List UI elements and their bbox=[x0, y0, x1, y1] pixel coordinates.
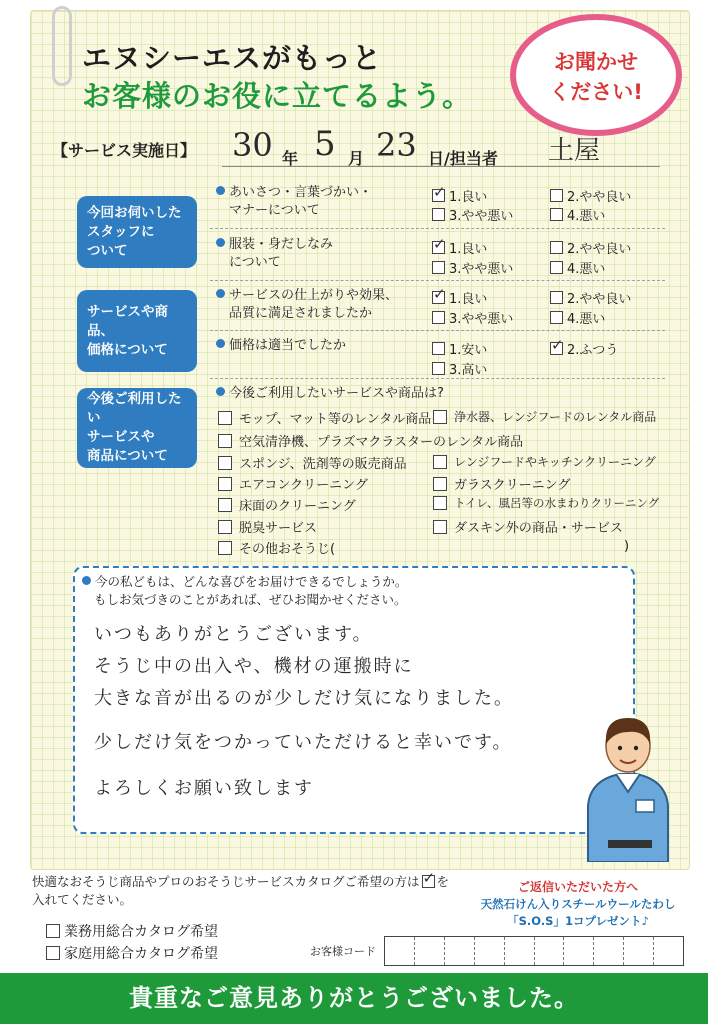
staff-mascot-icon bbox=[580, 710, 676, 862]
q1-option-2[interactable]: 2.やや良い bbox=[550, 186, 631, 205]
q3-option-2[interactable]: 2.やや良い bbox=[550, 288, 631, 307]
checkbox[interactable] bbox=[218, 498, 232, 512]
checkbox-checked[interactable] bbox=[550, 342, 563, 355]
bullet-icon bbox=[216, 289, 225, 298]
comment-line: 少しだけ気をつかっていただけると幸いです。 bbox=[94, 732, 513, 753]
bubble-line2: ください! bbox=[549, 80, 643, 104]
q3-option-3[interactable]: 3.やや悪い bbox=[432, 308, 513, 327]
checkbox[interactable] bbox=[433, 410, 447, 424]
check-mark-icon bbox=[422, 875, 435, 888]
date-month[interactable]: 5 bbox=[314, 124, 336, 164]
future-item-sponge[interactable]: スポンジ、洗剤等の販売商品 bbox=[218, 453, 407, 472]
future-item-air-purifier[interactable]: 空気清浄機、プラズマクラスターのレンタル商品 bbox=[218, 431, 523, 450]
checkbox[interactable] bbox=[550, 208, 563, 221]
tab-staff-line1: 今回お伺いした bbox=[87, 204, 182, 221]
code-cell[interactable] bbox=[564, 937, 594, 965]
future-item-water-rental[interactable]: 浄水器、レンジフードのレンタル商品 bbox=[433, 408, 656, 425]
question-greeting: あいさつ・言葉づかい・ マナーについて bbox=[216, 184, 372, 220]
checkbox[interactable] bbox=[550, 311, 563, 324]
divider bbox=[210, 280, 665, 281]
checkbox[interactable] bbox=[550, 291, 563, 304]
staff-name[interactable]: 土屋 bbox=[548, 136, 601, 166]
future-item-other-cleaning[interactable]: その他おそうじ( bbox=[218, 538, 335, 557]
code-cell[interactable] bbox=[475, 937, 505, 965]
code-cell[interactable] bbox=[624, 937, 654, 965]
paperclip-icon bbox=[52, 6, 72, 86]
footer-thanks: 貴重なご意見ありがとうございました。 bbox=[0, 973, 708, 1024]
future-item-other-products[interactable]: ダスキン外の商品・サービス bbox=[433, 517, 623, 536]
bullet-icon bbox=[216, 339, 225, 348]
checkbox[interactable] bbox=[433, 520, 447, 534]
comment-line: 大きな音が出るのが少しだけ気になりました。 bbox=[94, 688, 514, 709]
future-item-bathroom[interactable]: トイレ、風呂等の水まわりクリーニング bbox=[433, 495, 659, 511]
date-underline bbox=[222, 166, 660, 167]
q3-option-1[interactable]: ✓ 1.良い bbox=[432, 288, 487, 307]
q1-option-1[interactable]: ✓ 1.良い bbox=[432, 186, 487, 205]
catalog-note-line1: 快適なおそうじ商品やプロのおそうじサービスカタログご希望の方は✓ を bbox=[32, 872, 449, 890]
checkbox[interactable] bbox=[432, 362, 445, 375]
checkbox[interactable] bbox=[46, 946, 60, 960]
gift-line2: 天然石けん入りスチールウールたわし bbox=[480, 897, 676, 911]
year-suffix: 年 bbox=[282, 149, 299, 168]
tab-future-line3: 商品について bbox=[87, 448, 168, 464]
customer-code-field[interactable] bbox=[384, 936, 684, 966]
bullet-icon bbox=[216, 238, 225, 247]
comment-prompt-line2: もしお気づきのことがあれば、ぜひお聞かせください。 bbox=[94, 592, 407, 607]
date-year[interactable]: 30 bbox=[232, 126, 273, 164]
headline-line1: エヌシーエスがもっと bbox=[82, 41, 383, 75]
checkbox[interactable] bbox=[46, 924, 60, 938]
month-suffix: 月 bbox=[348, 149, 365, 168]
speech-bubble bbox=[510, 14, 682, 136]
checkbox[interactable] bbox=[432, 342, 445, 355]
checkbox[interactable] bbox=[432, 208, 445, 221]
question-future-services: 今後ご利用したいサービスや商品は? bbox=[216, 382, 444, 401]
future-item-aircon[interactable]: エアコンクリーニング bbox=[218, 474, 368, 493]
checkbox[interactable] bbox=[218, 520, 232, 534]
bullet-icon bbox=[216, 186, 225, 195]
bullet-icon bbox=[82, 576, 91, 585]
future-item-deodorize[interactable]: 脱臭サービス bbox=[218, 517, 317, 536]
checkbox[interactable] bbox=[433, 477, 447, 491]
comment-line: よろしくお願い致します bbox=[94, 778, 314, 799]
date-day[interactable]: 23 bbox=[376, 126, 417, 164]
headline-line2: お客様のお役に立てるよう。 bbox=[82, 79, 473, 113]
q4-option-1[interactable]: 1.安い bbox=[432, 339, 487, 358]
q2-option-4[interactable]: 4.悪い bbox=[550, 258, 605, 277]
tab-staff-line3: ついて bbox=[87, 242, 128, 259]
comment-line: そうじ中の出入や、機材の運搬時に bbox=[94, 656, 414, 677]
checkbox[interactable] bbox=[432, 311, 445, 324]
checkbox[interactable] bbox=[550, 261, 563, 274]
checkbox[interactable] bbox=[218, 541, 232, 555]
future-item-kitchen[interactable]: レンジフードやキッチンクリーニング bbox=[433, 453, 656, 470]
checkbox-checked[interactable] bbox=[432, 291, 445, 304]
question-appearance: 服装・身だしなみ について bbox=[216, 236, 333, 272]
future-item-floor[interactable]: 床面のクリーニング bbox=[218, 495, 356, 514]
tab-service-price bbox=[77, 290, 197, 372]
checkbox[interactable] bbox=[433, 496, 447, 510]
bullet-icon bbox=[216, 387, 225, 396]
catalog-home-option[interactable]: 家庭用総合カタログ希望 bbox=[46, 943, 218, 963]
code-cell[interactable] bbox=[535, 937, 565, 965]
catalog-note-line2: 入れてください。 bbox=[32, 892, 133, 907]
code-cell[interactable] bbox=[505, 937, 535, 965]
tab-future-line1: 今後ご利用したい bbox=[87, 391, 182, 426]
day-staff-label: 日/担当者 bbox=[428, 149, 498, 168]
comment-line: いつもありがとうございます。 bbox=[94, 624, 373, 645]
question-price: 価格は適当でしたか bbox=[216, 337, 346, 355]
question-quality: サービスの仕上がりや効果、 品質に満足されましたか bbox=[216, 287, 398, 323]
q1-option-3[interactable]: 3.やや悪い bbox=[432, 205, 513, 224]
checkbox[interactable] bbox=[218, 477, 232, 491]
tab-staff bbox=[77, 196, 197, 268]
future-item-glass[interactable]: ガラスクリーニング bbox=[433, 474, 570, 493]
q4-option-2[interactable]: ✓ 2.ふつう bbox=[550, 339, 618, 358]
code-cell[interactable] bbox=[445, 937, 475, 965]
gift-line1: ご返信いただいた方へ bbox=[517, 880, 638, 894]
checkbox[interactable] bbox=[218, 411, 232, 425]
tab-service-line2: 価格について bbox=[87, 341, 168, 358]
checkbox[interactable] bbox=[218, 434, 232, 448]
catalog-business-option[interactable]: 業務用総合カタログ希望 bbox=[46, 921, 218, 941]
tab-service-line1: サービスや商品、 bbox=[87, 303, 168, 339]
customer-code-label: お客様コード bbox=[310, 945, 376, 958]
code-cell[interactable] bbox=[594, 937, 624, 965]
q2-option-1[interactable]: ✓ 1.良い bbox=[432, 238, 487, 257]
gift-line3: 「S.O.S」1コプレゼント♪ bbox=[507, 914, 649, 928]
tab-staff-line2: スタッフに bbox=[87, 223, 155, 240]
code-cell[interactable] bbox=[415, 937, 445, 965]
divider bbox=[210, 228, 665, 229]
other-close-paren: ) bbox=[624, 539, 630, 554]
q4-option-3[interactable]: 3.高い bbox=[432, 359, 487, 378]
q2-option-3[interactable]: 3.やや悪い bbox=[432, 258, 513, 277]
divider bbox=[210, 378, 665, 379]
checkbox-checked[interactable] bbox=[432, 189, 445, 202]
tab-future-line2: サービスや bbox=[87, 429, 155, 445]
comment-prompt-line1: 今の私どもは、どんな喜びをお届けできるでしょうか。 bbox=[82, 572, 407, 590]
checkbox[interactable] bbox=[550, 189, 563, 202]
bubble-line1: お聞かせ bbox=[554, 50, 638, 74]
checkbox[interactable] bbox=[432, 261, 445, 274]
code-cell[interactable] bbox=[654, 937, 683, 965]
divider bbox=[210, 330, 665, 331]
checkbox[interactable] bbox=[218, 456, 232, 470]
checkbox-checked[interactable] bbox=[432, 241, 445, 254]
checkbox[interactable] bbox=[550, 241, 563, 254]
q2-option-2[interactable]: 2.やや良い bbox=[550, 238, 631, 257]
q1-option-4[interactable]: 4.悪い bbox=[550, 205, 605, 224]
tab-future bbox=[77, 388, 197, 468]
service-date-label: 【サービス実施日】 bbox=[52, 141, 197, 160]
code-cell[interactable] bbox=[385, 937, 415, 965]
checkbox[interactable] bbox=[433, 455, 447, 469]
future-item-mop-rental[interactable]: モップ、マット等のレンタル商品 bbox=[218, 408, 431, 427]
q3-option-4[interactable]: 4.悪い bbox=[550, 308, 605, 327]
